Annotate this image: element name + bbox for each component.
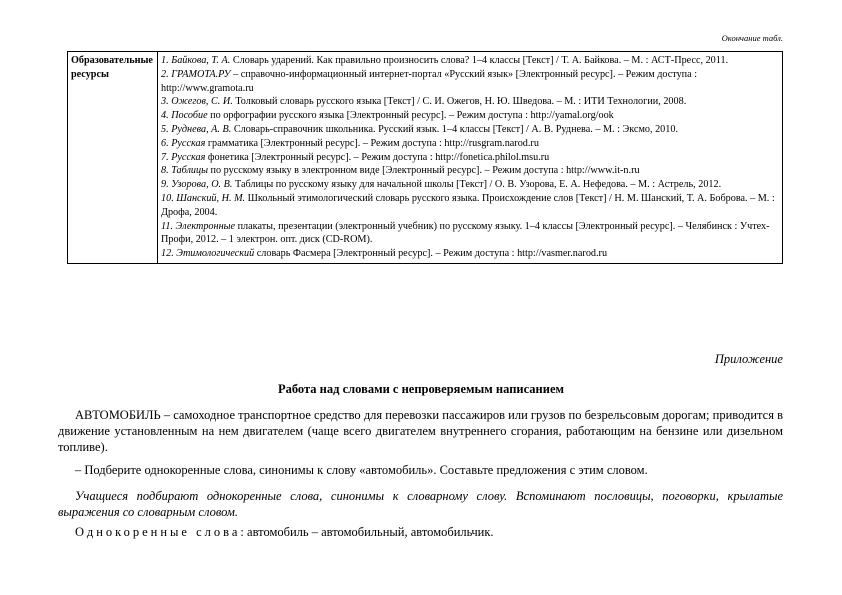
definition-paragraph: АВТОМОБИЛЬ – самоходное транспортное средство для перевозки пассажиров или грузов по безрельсовым дорогам; приводится в движение установленным на нем двигателем (чаще всего двигателем внутреннего сгорания, работающим на бензине или дизельном топливе). xyxy=(58,408,783,454)
reference-text: словарь Фасмера [Электронный ресурс]. – Режим доступа : http://vasmer.narod.ru xyxy=(254,248,608,260)
resources-table xyxy=(67,51,783,264)
reference-item xyxy=(161,164,779,178)
reference-text: грамматика [Электронный ресурс]. – Режим доступа : http://rusgram.narod.ru xyxy=(205,137,539,149)
reference-author: 11. Электронные xyxy=(161,220,236,232)
reference-text: по русскому языку в электронном виде [Электронный ресурс]. – Режим доступа : http://www.it-n.ru xyxy=(207,165,640,177)
cognates-paragraph xyxy=(58,524,783,540)
reference-item xyxy=(161,95,779,109)
reference-author: 5. Руднева, А. В. xyxy=(161,123,232,135)
references-cell xyxy=(158,52,783,264)
reference-author: 1. Байкова, Т. А. xyxy=(161,55,231,66)
reference-item xyxy=(161,109,779,123)
appendix-label: Приложение xyxy=(714,352,783,366)
reference-author: 10. Шанский, Н. М. xyxy=(161,192,246,204)
reference-item xyxy=(161,247,779,261)
reference-text: Толковый словарь русского языка [Текст] / С. И. Ожегов, Н. Ю. Шведова. – М. : ИТИ Технологии, 2008. xyxy=(232,96,687,108)
reference-author: 12. Этимологический xyxy=(161,248,255,260)
reference-text: – справочно-информационный интернет-портал «Русский язык» [Электронный ресурс]. – Режим доступа : http://www.gramota.ru xyxy=(161,68,698,94)
reference-item xyxy=(161,68,779,96)
task-paragraph: – Подберите однокоренные слова, синонимы к слову «автомобиль». Составьте предложения с этим словом. xyxy=(75,463,648,477)
reference-text: фонетика [Электронный ресурс]. – Режим доступа : http://fonetica.philol.msu.ru xyxy=(205,151,550,163)
resources-label-cell xyxy=(68,52,158,264)
students-paragraph: Учащиеся подбирают однокоренные слова, синонимы к словарному слову. Вспоминают пословицы, поговорки, крылатые выражения со словарным словом. xyxy=(58,489,783,519)
reference-text: Таблицы по русскому языку для начальной школы [Текст] / О. В. Узорова, Е. А. Нефедова. – М. : Астрель, 2012. xyxy=(232,179,722,191)
reference-item xyxy=(161,192,779,220)
cognates-text: : автомобиль – автомобильный, автомобильчик. xyxy=(240,525,494,539)
cognates-label: Однокоренные слова xyxy=(75,525,241,539)
resources-label: Образовательные ресурсы xyxy=(71,55,153,80)
reference-author: 8. Таблицы xyxy=(161,165,208,177)
reference-text: по орфографии русского языка [Электронный ресурс]. – Режим доступа : http://yamal.org/ook xyxy=(207,110,614,122)
reference-author: 4. Пособие xyxy=(161,110,208,122)
reference-item xyxy=(161,137,779,151)
reference-author: 9. Узорова, О. В. xyxy=(161,179,233,191)
section-heading: Работа над словами с непроверяемым написанием xyxy=(277,382,565,396)
reference-author: 7. Русская xyxy=(161,151,206,163)
reference-item xyxy=(161,151,779,165)
reference-item xyxy=(161,54,779,68)
table-row xyxy=(68,52,783,264)
reference-item xyxy=(161,220,779,248)
reference-text: Словарь ударений. Как правильно произносить слова? 1–4 классы [Текст] / Т. А. Байкова. – М. : АСТ-Пресс, 2011. xyxy=(230,55,729,66)
reference-text: Словарь-справочник школьника. Русский язык. 1–4 классы [Текст] / А. В. Руднева. – М. : Эксмо, 2010. xyxy=(231,123,679,135)
reference-item xyxy=(161,178,779,192)
reference-author: 2. ГРАМОТА.РУ xyxy=(161,68,231,80)
reference-text: плакаты, презентации (электронный учебник) по русскому языку. 1–4 классы [Электронный ресурс]. – Челябинск : Учтех-Профи, 2012. – 1 электрон. опт. диск (CD-ROM). xyxy=(161,220,770,246)
reference-item xyxy=(161,123,779,137)
reference-author: 3. Ожегов, С. И. xyxy=(161,96,233,108)
table-continuation-note: Окончание табл. xyxy=(721,33,783,43)
reference-author: 6. Русская xyxy=(161,137,206,149)
reference-text: Школьный этимологический словарь русского языка. Происхождение слов [Текст] / Н. М. Шанский, Т. А. Боброва. – М. : Дрофа, 2004. xyxy=(161,192,775,218)
